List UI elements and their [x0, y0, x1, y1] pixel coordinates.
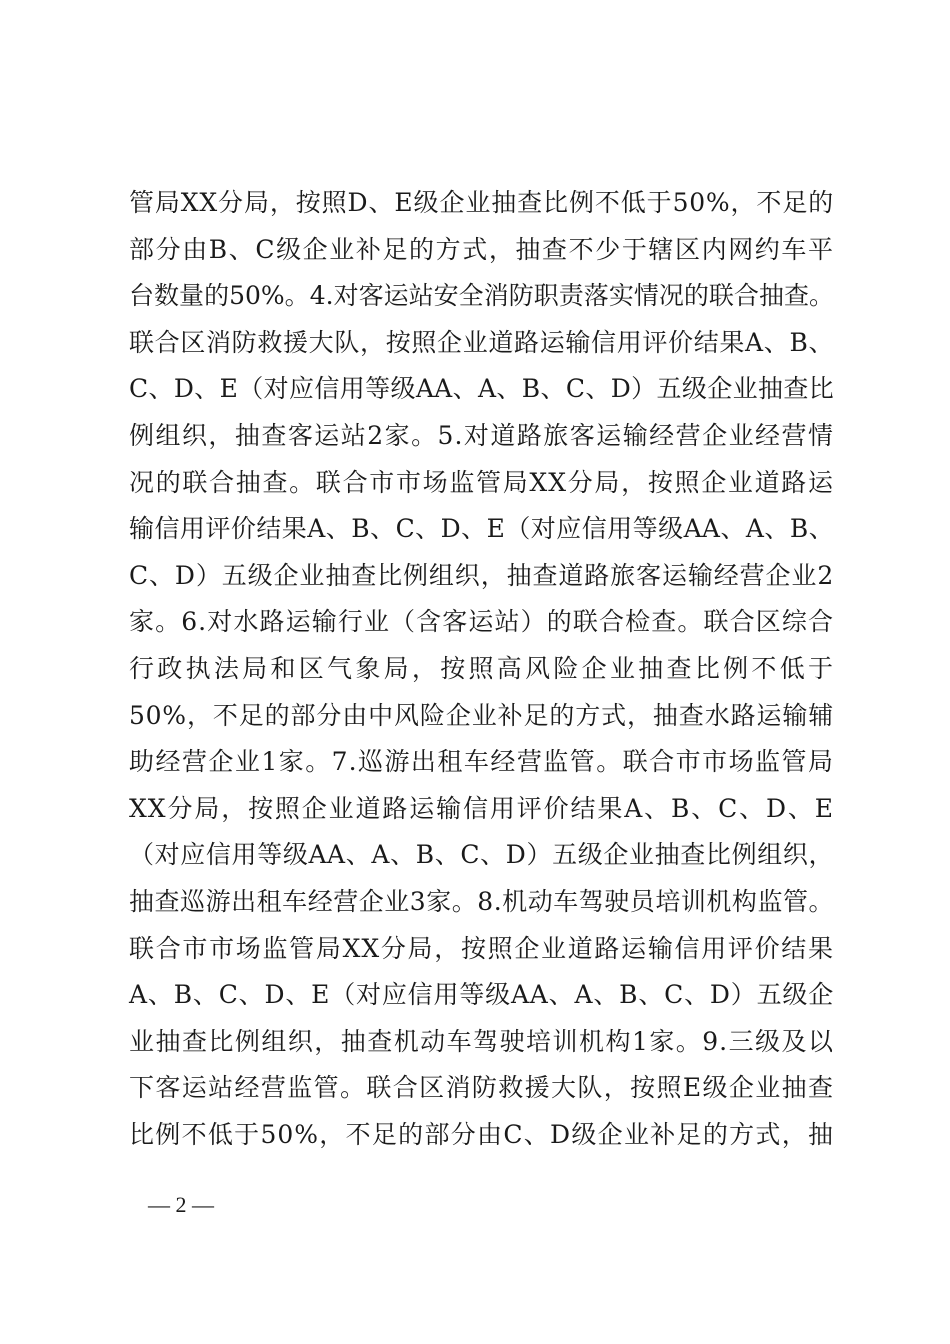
- text-line-18: A、B、C、D、E（对应信用等级AA、A、B、C、D）五级企: [129, 980, 834, 1010]
- text-line-21: 比例不低于50%，不足的部分由C、D级企业补足的方式，抽: [129, 1119, 834, 1149]
- text-line-17: 联合市市场监管局XX分局，按照企业道路运输信用评价结果: [129, 933, 834, 963]
- text-line-8: 输信用评价结果A、B、C、D、E（对应信用等级AA、A、B、: [129, 514, 834, 544]
- text-line-2: 部分由B、C级企业补足的方式，抽查不少于辖区内网约车平: [129, 234, 834, 264]
- text-line-10: 家。6.对水路运输行业（含客运站）的联合检查。联合区综合: [129, 607, 834, 637]
- text-line-1: 管局XX分局，按照D、E级企业抽查比例不低于50%，不足的: [129, 188, 834, 217]
- text-line-20: 下客运站经营监管。联合区消防救援大队，按照E级企业抽查: [129, 1073, 834, 1103]
- text-line-3: 台数量的50%。4.对客运站安全消防职责落实情况的联合抽查。: [129, 281, 834, 311]
- text-line-16: 抽查巡游出租车经营企业3家。8.机动车驾驶员培训机构监管。: [129, 886, 834, 916]
- text-line-7: 况的联合抽查。联合市市场监管局XX分局，按照企业道路运: [129, 467, 834, 497]
- text-line-11: 行政执法局和区气象局，按照高风险企业抽查比例不低于: [129, 653, 834, 683]
- text-line-15: （对应信用等级AA、A、B、C、D）五级企业抽查比例组织，: [129, 840, 834, 870]
- text-line-12: 50%，不足的部分由中风险企业补足的方式，抽查水路运输辅: [129, 700, 834, 730]
- text-line-5: C、D、E（对应信用等级AA、A、B、C、D）五级企业抽查比: [129, 374, 834, 404]
- body-paragraph: [129, 180, 834, 1158]
- page-number: — 2 —: [148, 1192, 214, 1217]
- text-line-9: C、D）五级企业抽查比例组织，抽查道路旅客运输经营企业2: [129, 560, 834, 590]
- text-line-4: 联合区消防救援大队，按照企业道路运输信用评价结果A、B、: [129, 327, 834, 357]
- text-line-13: 助经营企业1家。7.巡游出租车经营监管。联合市市场监管局: [129, 747, 834, 777]
- text-line-6: 例组织，抽查客运站2家。5.对道路旅客运输经营企业经营情: [129, 420, 834, 450]
- text-line-19: 业抽查比例组织，抽查机动车驾驶培训机构1家。9.三级及以: [129, 1026, 834, 1056]
- text-line-14: XX分局，按照企业道路运输信用评价结果A、B、C、D、E: [129, 793, 834, 823]
